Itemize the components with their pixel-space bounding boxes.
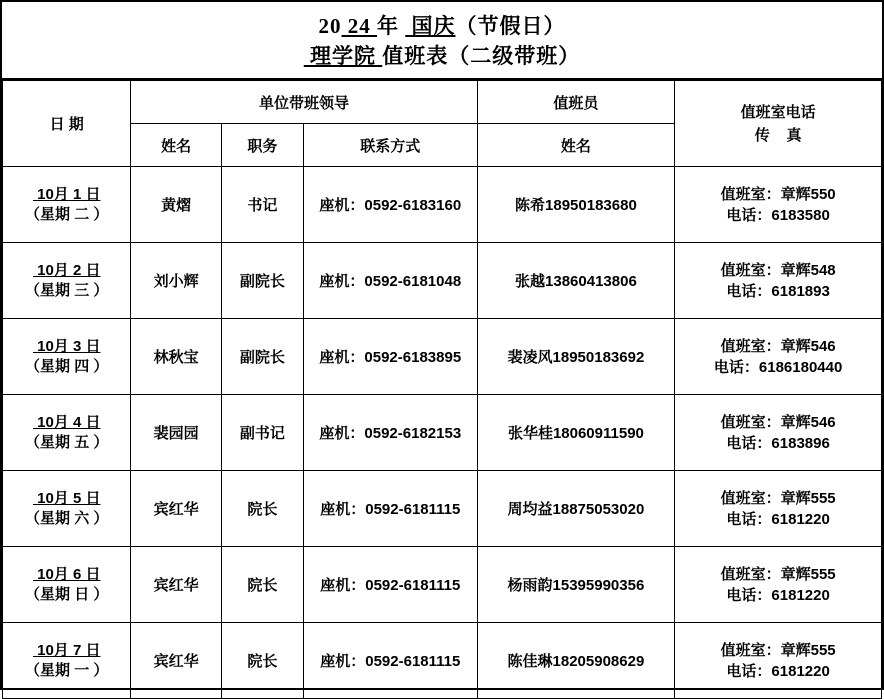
row-date-line2: （星期 四 ） — [25, 357, 109, 375]
table-header-row-1 — [3, 81, 882, 124]
table-row — [3, 319, 882, 395]
row-date — [3, 623, 131, 699]
duty-schedule-table — [2, 80, 882, 699]
row-duty-phone-line1: 值班室：章辉550 — [720, 185, 836, 203]
row-leader-name: 林秋宝 — [131, 319, 221, 395]
row-duty-phone — [675, 547, 882, 623]
row-duty-name: 周均益18875053020 — [477, 471, 675, 547]
row-duty-phone-line1: 值班室：章辉546 — [720, 413, 836, 431]
row-duty-phone-line2: 电话：6181893 — [726, 282, 830, 300]
row-date — [3, 167, 131, 243]
row-date — [3, 319, 131, 395]
row-leader-post: 书记 — [221, 167, 303, 243]
header-phone-line1: 值班室电话 — [740, 103, 816, 121]
header-duty-group: 值班员 — [477, 81, 675, 124]
row-duty-phone-line2: 电话：6183896 — [726, 434, 830, 452]
title-line-1 — [319, 11, 566, 41]
row-date-line2: （星期 六 ） — [25, 509, 109, 527]
title-year: 24 — [341, 14, 377, 38]
row-duty-phone — [675, 471, 882, 547]
row-leader-contact: 座机：0592-6183895 — [303, 319, 477, 395]
row-leader-name: 宾红华 — [131, 623, 221, 699]
row-duty-name: 张华桂18060911590 — [477, 395, 675, 471]
header-duty-name: 姓名 — [477, 124, 675, 167]
row-duty-phone-line1: 值班室：章辉548 — [720, 261, 836, 279]
title-line-2 — [304, 41, 581, 71]
row-duty-name: 陈希18950183680 — [477, 167, 675, 243]
title-holiday: 国庆 — [405, 14, 456, 38]
row-leader-contact: 座机：0592-6181048 — [303, 243, 477, 319]
row-date-line1: 10月 4 日 — [32, 413, 101, 431]
row-duty-name: 裴凌风18950183692 — [477, 319, 675, 395]
row-duty-phone-line1: 值班室：章辉555 — [720, 489, 836, 507]
row-leader-name: 裴园园 — [131, 395, 221, 471]
table-row — [3, 471, 882, 547]
row-leader-post: 院长 — [221, 471, 303, 547]
row-leader-post: 副院长 — [221, 319, 303, 395]
table-row — [3, 623, 882, 699]
title-year-label: 年 — [377, 14, 406, 38]
row-date-line2: （星期 日 ） — [25, 585, 109, 603]
header-phone-group — [675, 81, 882, 167]
row-duty-phone — [675, 167, 882, 243]
row-date — [3, 547, 131, 623]
row-duty-name: 杨雨韵15395990356 — [477, 547, 675, 623]
row-leader-name: 宾红华 — [131, 471, 221, 547]
row-duty-phone — [675, 319, 882, 395]
row-date-line2: （星期 一 ） — [25, 661, 109, 679]
header-phone-line2: 传 真 — [754, 126, 802, 144]
row-date — [3, 243, 131, 319]
row-duty-phone-line1: 值班室：章辉555 — [720, 565, 836, 583]
row-leader-post: 副院长 — [221, 243, 303, 319]
table-row — [3, 167, 882, 243]
row-duty-phone — [675, 623, 882, 699]
row-date-line1: 10月 6 日 — [32, 565, 101, 583]
row-duty-phone — [675, 243, 882, 319]
row-leader-post: 院长 — [221, 547, 303, 623]
title-prefix: 20 — [318, 14, 342, 38]
row-date-line2: （星期 五 ） — [25, 433, 109, 451]
row-date — [3, 471, 131, 547]
row-leader-contact: 座机：0592-6181115 — [303, 471, 477, 547]
row-leader-contact: 座机：0592-6182153 — [303, 395, 477, 471]
header-date: 日 期 — [3, 81, 131, 167]
table-row — [3, 395, 882, 471]
row-date-line1: 10月 1 日 — [32, 185, 101, 203]
row-date-line2: （星期 三 ） — [25, 281, 109, 299]
row-duty-phone-line2: 电话：6181220 — [726, 586, 830, 604]
row-leader-name: 黄熠 — [131, 167, 221, 243]
row-leader-post: 院长 — [221, 623, 303, 699]
header-contact: 联系方式 — [303, 124, 477, 167]
title-rest: 值班表（二级带班） — [382, 44, 581, 68]
row-duty-phone-line2: 电话：6183580 — [726, 206, 830, 224]
row-leader-post: 副书记 — [221, 395, 303, 471]
row-duty-phone-line1: 值班室：章辉555 — [720, 641, 836, 659]
row-leader-name: 刘小辉 — [131, 243, 221, 319]
row-leader-contact: 座机：0592-6181115 — [303, 623, 477, 699]
header-name: 姓名 — [131, 124, 221, 167]
header-post: 职务 — [221, 124, 303, 167]
row-duty-name: 陈佳琳18205908629 — [477, 623, 675, 699]
table-row — [3, 243, 882, 319]
title-unit: 理学院 — [303, 44, 383, 68]
row-duty-phone — [675, 395, 882, 471]
row-date-line1: 10月 7 日 — [32, 641, 101, 659]
row-date-line1: 10月 3 日 — [32, 337, 101, 355]
row-duty-phone-line2: 电话：6181220 — [726, 510, 830, 528]
row-date-line2: （星期 二 ） — [25, 205, 109, 223]
header-leader-group: 单位带班领导 — [131, 81, 477, 124]
document-title — [2, 2, 882, 80]
row-leader-contact: 座机：0592-6181115 — [303, 547, 477, 623]
row-date — [3, 395, 131, 471]
row-date-line1: 10月 2 日 — [32, 261, 101, 279]
row-duty-name: 张越13860413806 — [477, 243, 675, 319]
table-row — [3, 547, 882, 623]
title-holiday-suffix: （节假日） — [455, 14, 566, 38]
row-duty-phone-line1: 值班室：章辉546 — [720, 337, 836, 355]
row-leader-contact: 座机：0592-6183160 — [303, 167, 477, 243]
row-duty-phone-line2: 电话：6181220 — [726, 662, 830, 680]
row-leader-name: 宾红华 — [131, 547, 221, 623]
row-duty-phone-line2: 电话：6186180440 — [713, 358, 843, 376]
row-date-line1: 10月 5 日 — [32, 489, 101, 507]
